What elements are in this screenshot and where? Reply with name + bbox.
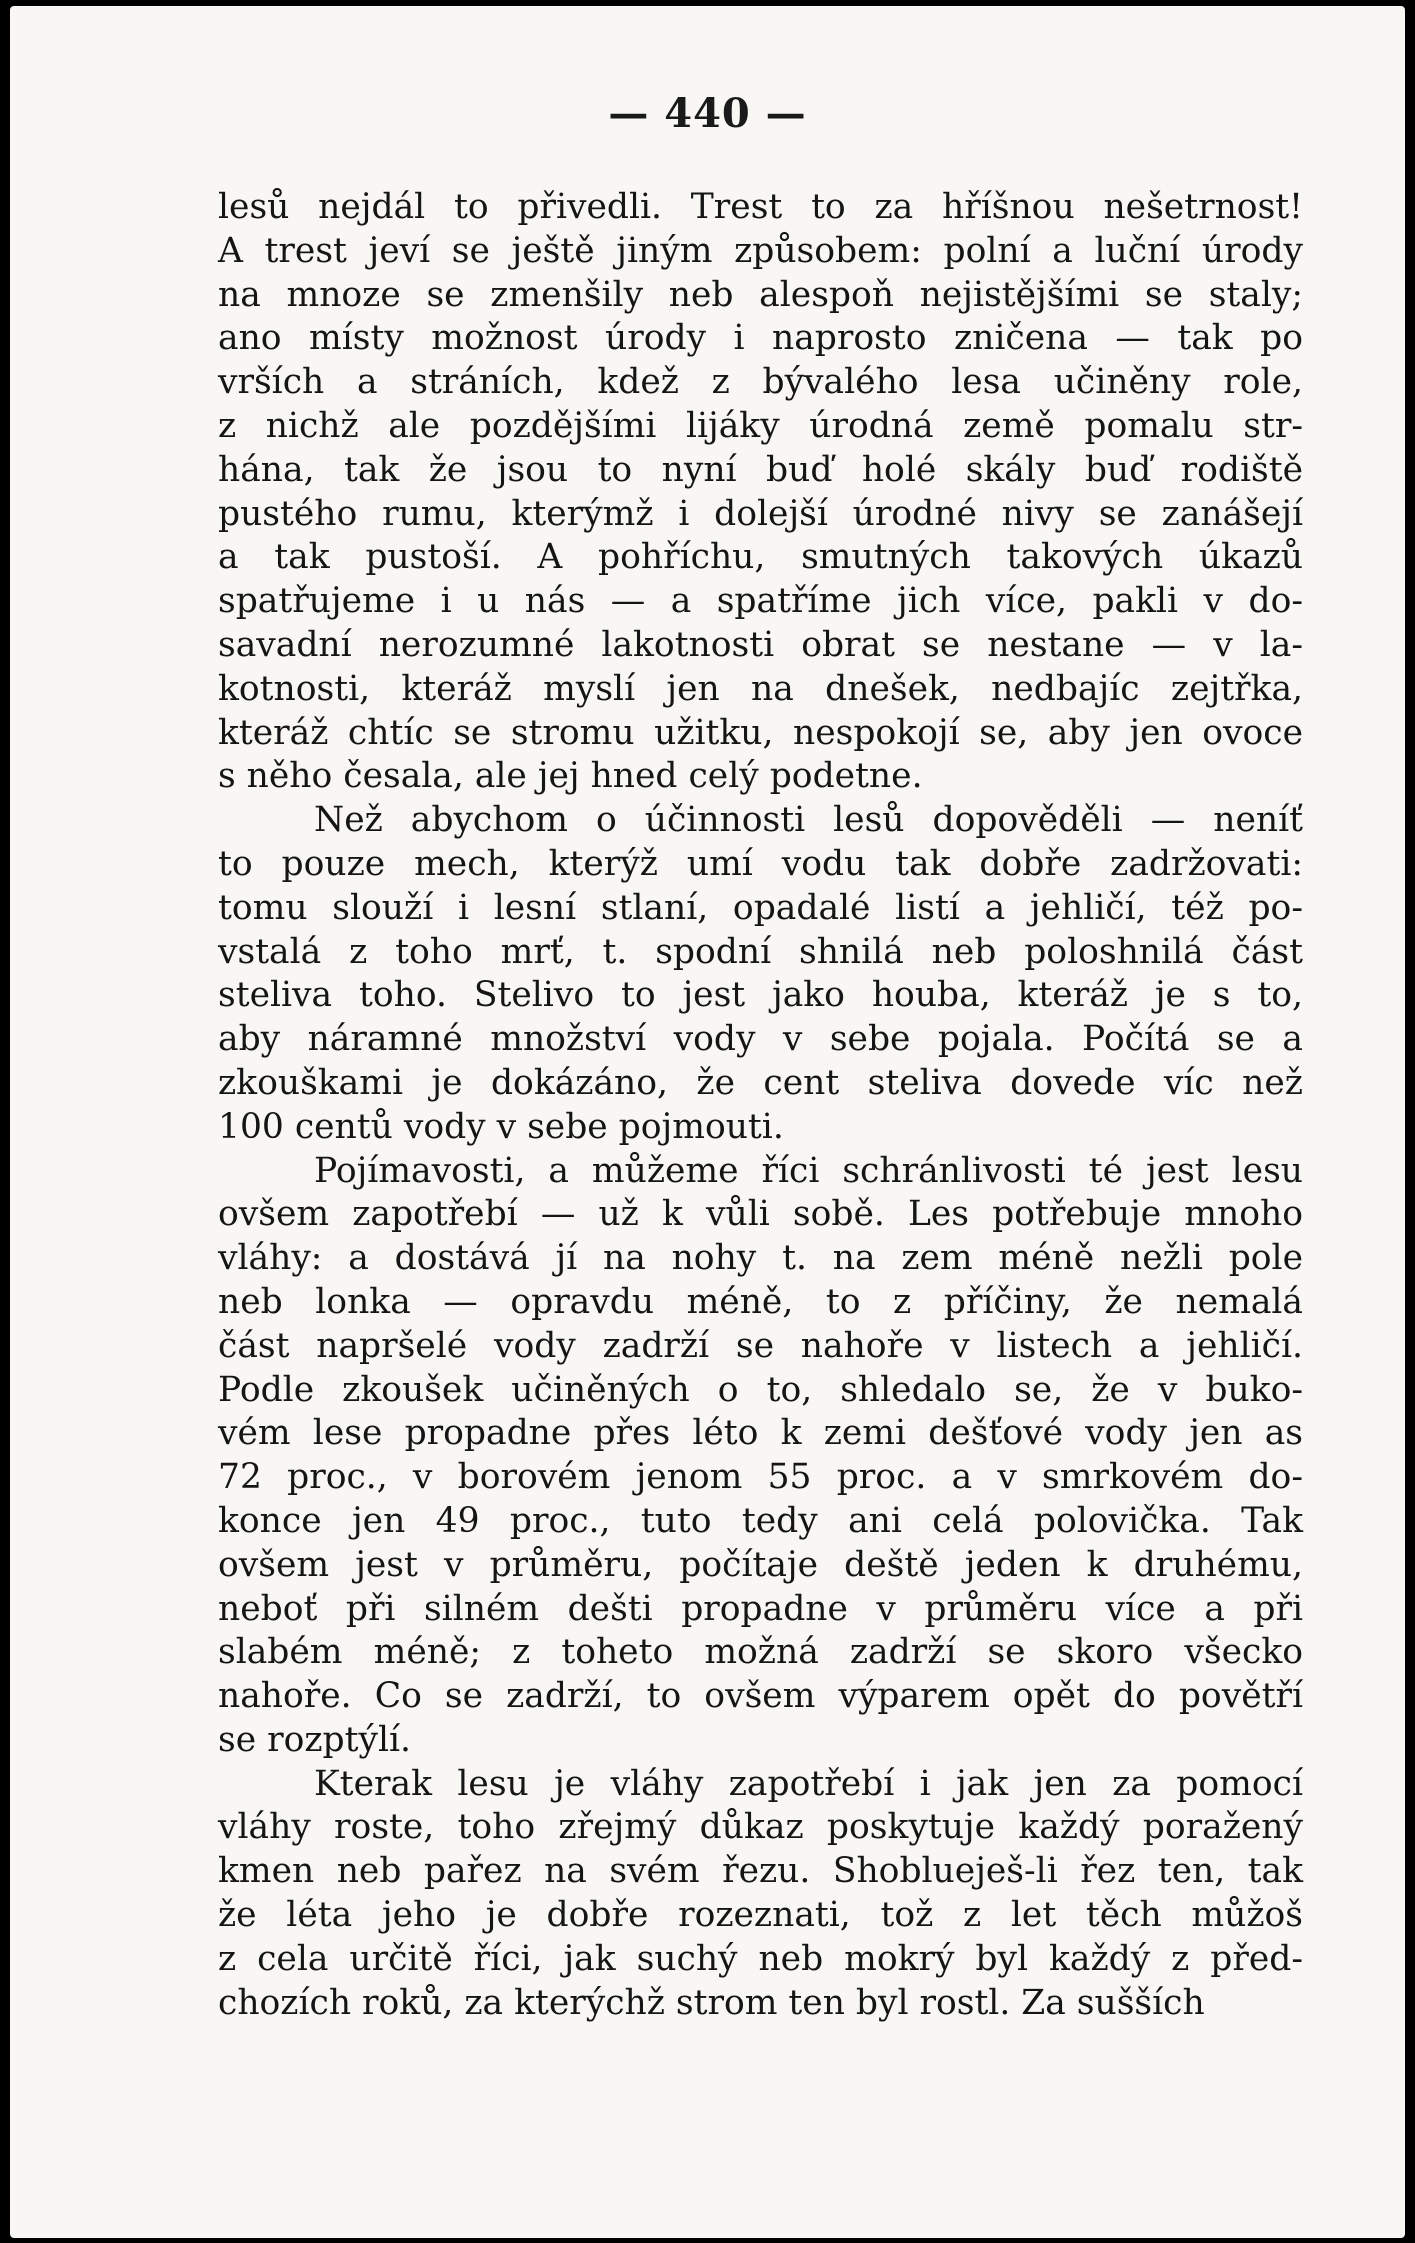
text-line: kteráž chtíc se stromu užitku, nespokojí se, aby jen ovoce xyxy=(218,712,1303,753)
text-line: vrších a stráních, kdež z bývalého lesa učiněny role, xyxy=(218,362,1303,403)
text-line: to pouze mech, kterýž umí vodu tak dobře zadržovati: xyxy=(218,843,1303,884)
text-line: ovšem zapotřebí — už k vůli sobě. Les potřebuje mnoho xyxy=(218,1194,1303,1235)
text-line: tomu slouží i lesní stlaní, opadalé listí a jehličí, též po- xyxy=(218,887,1303,928)
text-line: se rozptýlí. xyxy=(218,1719,412,1760)
paragraph xyxy=(218,1150,1303,1763)
text-line: ovšem jest v průměru, počítaje deště jeden k druhému, xyxy=(218,1544,1303,1585)
page-number: 440 xyxy=(664,90,751,137)
text-line: zkouškami je dokázáno, že cent steliva dovede víc než xyxy=(218,1062,1303,1103)
text-line: ano místy možnost úrody i naprosto zničena — tak po xyxy=(218,318,1303,359)
text-line: konce jen 49 proc., tuto tedy ani celá polovička. Tak xyxy=(218,1500,1303,1541)
text-line: steliva toho. Stelivo to jest jako houba, kteráž je s to, xyxy=(218,975,1303,1016)
text-line: hána, tak že jsou to nyní buď holé skály buď rodiště xyxy=(218,449,1303,490)
text-line: že léta jeho je dobře rozeznati, tož z let těch můžoš xyxy=(218,1895,1303,1936)
header-dash-left: — xyxy=(608,90,665,137)
text-line: lesů nejdál to přivedli. Trest to za hříšnou nešetrnost! xyxy=(218,187,1303,227)
text-line: nahoře. Co se zadrží, to ovšem výparem opět do povětří xyxy=(218,1676,1303,1717)
text-line: aby náramné množství vody v sebe pojala. Počítá se a xyxy=(218,1019,1303,1060)
text-line: 72 proc., v borovém jenom 55 proc. a v smrkovém do- xyxy=(218,1457,1303,1498)
text-line: pustého rumu, kterýmž i dolejší úrodné nivy se zanášejí xyxy=(218,493,1303,534)
text-line: vláhy: a dostává jí na nohy t. na zem méně nežli pole xyxy=(218,1238,1303,1279)
text-line: slabém méně; z toheto možná zadrží se skoro všecko xyxy=(218,1632,1303,1673)
paragraph xyxy=(218,1763,1303,2026)
text-line: kotnosti, kteráž myslí jen na dnešek, nedbajíc zejtřka, xyxy=(218,668,1303,709)
text-line: kmen neb pařez na svém řezu. Shoblueješ-li řez ten, tak xyxy=(218,1851,1303,1892)
page-number-header xyxy=(0,90,1415,137)
header-dash-right: — xyxy=(750,90,807,137)
text-line: 100 centů vody v sebe pojmouti. xyxy=(218,1106,784,1147)
paragraph xyxy=(218,799,1303,1149)
paragraph xyxy=(218,186,1303,799)
text-line: vém lese propadne přes léto k zemi dešťové vody jen as xyxy=(218,1413,1303,1454)
text-line: A trest jeví se ještě jiným způsobem: polní a luční úrody xyxy=(218,230,1303,271)
body-text xyxy=(218,186,1303,2025)
text-line: Než abychom o účinnosti lesů dopověděli — neníť xyxy=(314,800,1303,841)
text-line: s něho česala, ale jej hned celý podetne. xyxy=(218,756,923,797)
text-line: spatřujeme i u nás — a spatříme jich více, pakli v do- xyxy=(218,581,1303,622)
text-line: vstalá z toho mrť, t. spodní shnilá neb poloshnilá část xyxy=(218,931,1303,972)
text-line: savadní nerozumné lakotnosti obrat se nestane — v la- xyxy=(218,624,1303,665)
text-line: chozích roků, za kterýchž strom ten byl rostl. Za sušších xyxy=(218,1982,1205,2023)
text-line: z nichž ale pozdějšími lijáky úrodná země pomalu str- xyxy=(218,405,1303,446)
text-line: neboť při silném dešti propadne v průměru více a při xyxy=(218,1588,1303,1629)
text-line: Kterak lesu je vláhy zapotřebí i jak jen za pomocí xyxy=(314,1763,1303,1804)
text-line: na mnoze se zmenšily neb alespoň nejistějšími se staly; xyxy=(218,274,1303,315)
text-line: vláhy roste, toho zřejmý důkaz poskytuje každý poražený xyxy=(218,1807,1303,1848)
text-line: a tak pustoší. A pohříchu, smutných takových úkazů xyxy=(218,537,1303,578)
text-line: Pojímavosti, a můžeme říci schránlivosti té jest lesu xyxy=(314,1150,1303,1191)
text-line: neb lonka — opravdu méně, to z příčiny, že nemalá xyxy=(218,1281,1303,1322)
text-line: z cela určitě říci, jak suchý neb mokrý byl každý z před- xyxy=(218,1938,1303,1979)
text-line: část napršelé vody zadrží se nahoře v listech a jehličí. xyxy=(218,1325,1303,1366)
text-line: Podle zkoušek učiněných o to, shledalo se, že v buko- xyxy=(218,1369,1303,1410)
